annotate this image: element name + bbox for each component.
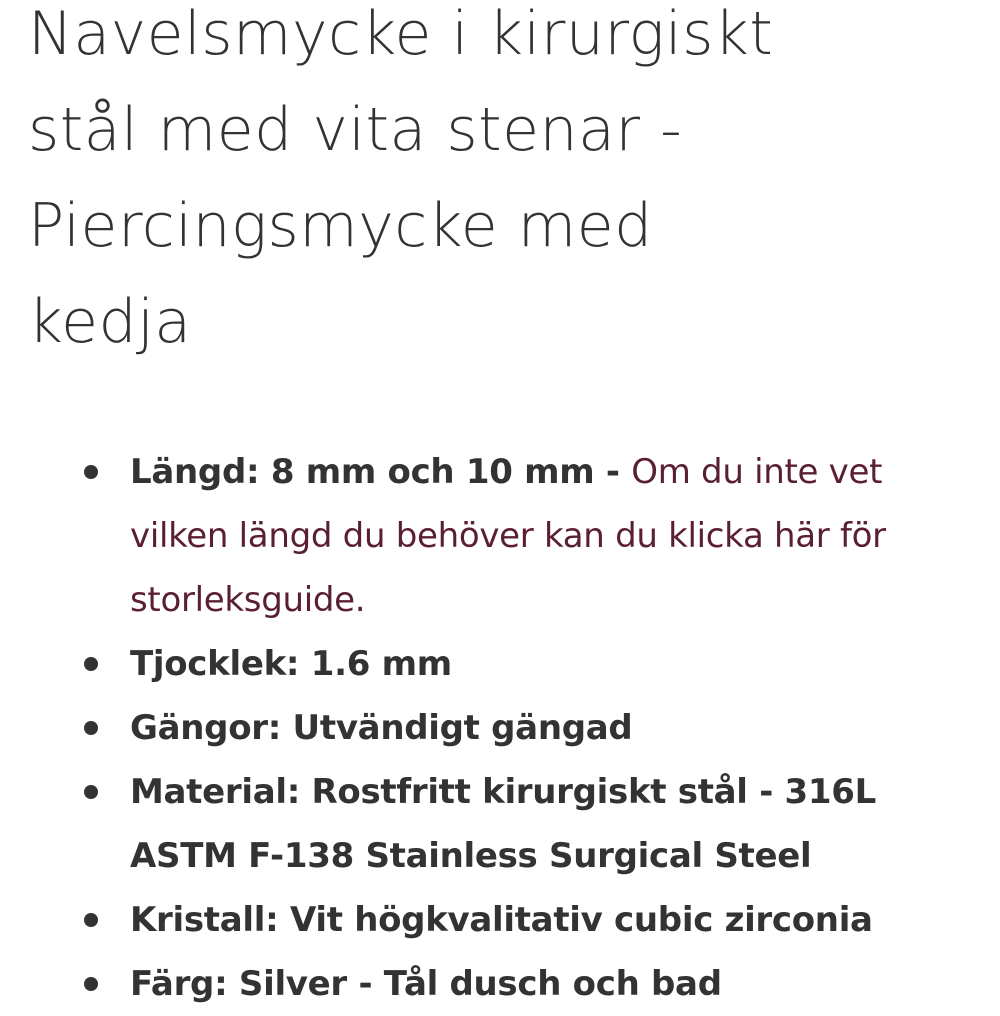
spec-item-material: Material: Rostfritt kirurgiskt stål - 316L ASTM F-138 Stainless Surgical Steel — [130, 760, 960, 888]
spec-item-threads: Gängor: Utvändigt gängad — [130, 696, 960, 760]
title-line: Navelsmycke i kirurgiskt — [28, 0, 774, 69]
title-line: Piercingsmycke med — [28, 191, 653, 261]
spec-item-thickness: Tjocklek: 1.6 mm — [130, 632, 960, 696]
spec-item-length: Längd: 8 mm och 10 mm - Om du inte vet vilken längd du behöver kan du klicka här för storleksguide. — [130, 440, 960, 632]
title-line: stål med vita stenar - — [28, 95, 683, 165]
size-guide-link[interactable]: Om du inte vet vilken längd du behöver kan du klicka här för storleksguide. — [130, 452, 886, 620]
spec-item-color: Färg: Silver - Tål dusch och bad — [130, 952, 960, 1016]
spec-list — [0, 440, 960, 1016]
spec-item-crystal: Kristall: Vit högkvalitativ cubic zirconia — [130, 888, 960, 952]
product-title — [28, 0, 958, 370]
title-line: kedja — [28, 287, 192, 357]
